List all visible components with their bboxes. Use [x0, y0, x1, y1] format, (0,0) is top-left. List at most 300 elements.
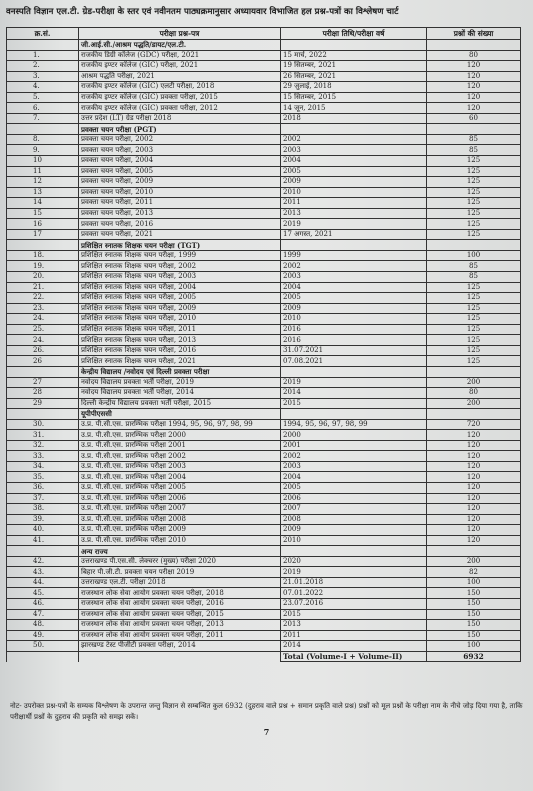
table-row — [7, 345, 521, 356]
count-cell: 120 — [427, 504, 521, 515]
serial-cell: 18. — [7, 250, 79, 261]
date-cell: 2019 — [281, 377, 427, 388]
paper-cell: प्रशिक्षित स्नातक शिक्षक चयन परीक्षा, 2013 — [79, 335, 281, 346]
serial-cell: 15 — [7, 208, 79, 219]
paper-cell: आश्रम पद्धति परीक्षा, 2021 — [79, 71, 281, 82]
serial-cell: 43. — [7, 567, 79, 578]
paper-cell: उत्तर प्रदेश (LT) ग्रेड परीक्षा 2018 — [79, 113, 281, 124]
serial-cell: 32. — [7, 440, 79, 451]
paper-cell: प्रशिक्षित स्नातक शिक्षक चयन परीक्षा, 2005 — [79, 293, 281, 304]
date-cell: 2014 — [281, 388, 427, 399]
table-row — [7, 229, 521, 240]
paper-cell: राजस्थान लोक सेवा आयोग प्रवक्ता चयन परीक्षा, 2013 — [79, 620, 281, 631]
paper-cell: उ.प्र. पी.सी.एस. प्रारम्भिक परीक्षा 1994, 95, 96, 97, 98, 99 — [79, 419, 281, 430]
serial-cell: 50. — [7, 641, 79, 652]
table-row — [7, 430, 521, 441]
paper-cell: उ.प्र. पी.सी.एस. प्रारम्भिक परीक्षा 2000 — [79, 430, 281, 441]
paper-cell: राजस्थान लोक सेवा आयोग प्रवक्ता चयन परीक्षा, 2015 — [79, 609, 281, 620]
date-cell: 2011 — [281, 198, 427, 209]
paper-cell: प्रशिक्षित स्नातक शिक्षक चयन परीक्षा, 2010 — [79, 314, 281, 325]
count-cell: 125 — [427, 335, 521, 346]
date-cell: 2003 — [281, 272, 427, 283]
table-row — [7, 71, 521, 82]
date-cell: 2010 — [281, 187, 427, 198]
table-row — [7, 419, 521, 430]
paper-cell: बिहार पी.जी.टी. प्रवक्ता चयन परीक्षा 2019 — [79, 567, 281, 578]
serial-cell: 24. — [7, 335, 79, 346]
paper-cell: प्रवक्ता चयन परीक्षा, 2021 — [79, 229, 281, 240]
paper-cell: प्रवक्ता चयन परीक्षा, 2002 — [79, 134, 281, 145]
date-cell: 2003 — [281, 461, 427, 472]
total-blank-cell — [7, 651, 79, 662]
page-title: वनस्पति विज्ञान एल.टी. ग्रेड-परीक्षा के स्तर एवं नवीनतम पाठ्यक्रमानुसार अध्यायवार विभाजित हल प्रश्न-पत्रों का विश्लेषण चार्ट — [6, 7, 399, 17]
count-cell: 125 — [427, 314, 521, 325]
table-row — [7, 166, 521, 177]
paper-cell: उ.प्र. पी.सी.एस. प्रारम्भिक परीक्षा 2005 — [79, 482, 281, 493]
date-cell: 2002 — [281, 261, 427, 272]
serial-cell: 1. — [7, 50, 79, 61]
section-heading-row — [7, 546, 521, 557]
serial-cell: 12 — [7, 177, 79, 188]
serial-cell: 49. — [7, 630, 79, 641]
date-cell: 07.01.2022 — [281, 588, 427, 599]
paper-cell: उ.प्र. पी.सी.एस. प्रारम्भिक परीक्षा 2006 — [79, 493, 281, 504]
table-body — [7, 40, 521, 662]
date-cell: 2002 — [281, 134, 427, 145]
section-count-cell — [427, 124, 521, 135]
section-heading-row — [7, 124, 521, 135]
count-cell: 200 — [427, 377, 521, 388]
count-cell: 82 — [427, 567, 521, 578]
paper-cell: प्रवक्ता चयन परीक्षा, 2016 — [79, 219, 281, 230]
serial-cell: 21. — [7, 282, 79, 293]
paper-cell: प्रशिक्षित स्नातक शिक्षक चयन परीक्षा, 2011 — [79, 324, 281, 335]
paper-cell: राजस्थान लोक सेवा आयोग प्रवक्ता चयन परीक्षा, 2016 — [79, 598, 281, 609]
table-row — [7, 103, 521, 114]
section-serial-cell — [7, 124, 79, 135]
count-cell: 125 — [427, 156, 521, 167]
table-header-row — [7, 28, 521, 40]
serial-cell: 26 — [7, 356, 79, 367]
table-row — [7, 356, 521, 367]
header-serial: क्र.सं. — [7, 28, 79, 40]
section-heading: यूपीपीएससी — [79, 409, 281, 420]
section-serial-cell — [7, 409, 79, 420]
count-cell: 85 — [427, 272, 521, 283]
serial-cell: 25. — [7, 324, 79, 335]
serial-cell: 8. — [7, 134, 79, 145]
paper-cell: नवोदय विद्यालय प्रवक्ता भर्ती परीक्षा, 2019 — [79, 377, 281, 388]
paper-cell: उ.प्र. पी.सी.एस. प्रारम्भिक परीक्षा 2002 — [79, 451, 281, 462]
count-cell: 125 — [427, 303, 521, 314]
table-row — [7, 493, 521, 504]
date-cell: 2005 — [281, 293, 427, 304]
serial-cell: 31. — [7, 430, 79, 441]
paper-cell: प्रशिक्षित स्नातक शिक्षक चयन परीक्षा, 2009 — [79, 303, 281, 314]
table-row — [7, 82, 521, 93]
table-row — [7, 250, 521, 261]
paper-cell: उ.प्र. पी.सी.एस. प्रारम्भिक परीक्षा 2009 — [79, 525, 281, 536]
section-count-cell — [427, 40, 521, 51]
serial-cell: 27 — [7, 377, 79, 388]
table-row — [7, 324, 521, 335]
table-row — [7, 472, 521, 483]
serial-cell: 36. — [7, 482, 79, 493]
section-serial-cell — [7, 546, 79, 557]
date-cell: 2009 — [281, 525, 427, 536]
table-row — [7, 293, 521, 304]
total-value: 6932 — [427, 651, 521, 662]
paper-cell: झारखण्ड टेस्ट पीजीटी प्रवक्ता परीक्षा, 2014 — [79, 641, 281, 652]
table-row — [7, 567, 521, 578]
date-cell: 1999 — [281, 250, 427, 261]
section-date-cell — [281, 409, 427, 420]
count-cell: 125 — [427, 345, 521, 356]
serial-cell: 30. — [7, 419, 79, 430]
serial-cell: 11 — [7, 166, 79, 177]
date-cell: 31.07.2021 — [281, 345, 427, 356]
serial-cell: 13 — [7, 187, 79, 198]
count-cell: 720 — [427, 419, 521, 430]
section-date-cell — [281, 124, 427, 135]
serial-cell: 19. — [7, 261, 79, 272]
table-row — [7, 303, 521, 314]
table-row — [7, 514, 521, 525]
section-serial-cell — [7, 240, 79, 251]
table-row — [7, 388, 521, 399]
date-cell: 2002 — [281, 451, 427, 462]
table-row — [7, 314, 521, 325]
date-cell: 2016 — [281, 335, 427, 346]
date-cell: 2007 — [281, 504, 427, 515]
paper-cell: प्रवक्ता चयन परीक्षा, 2003 — [79, 145, 281, 156]
table-row — [7, 535, 521, 546]
date-cell: 2005 — [281, 166, 427, 177]
table-row — [7, 398, 521, 409]
count-cell: 85 — [427, 261, 521, 272]
count-cell: 60 — [427, 113, 521, 124]
header-count: प्रश्नों की संख्या — [427, 28, 521, 40]
section-date-cell — [281, 546, 427, 557]
date-cell: 2018 — [281, 113, 427, 124]
count-cell: 80 — [427, 388, 521, 399]
serial-cell: 7. — [7, 113, 79, 124]
paper-cell: प्रशिक्षित स्नातक शिक्षक चयन परीक्षा, 1999 — [79, 250, 281, 261]
count-cell: 150 — [427, 620, 521, 631]
count-cell: 125 — [427, 187, 521, 198]
table-row — [7, 440, 521, 451]
table-row — [7, 461, 521, 472]
paper-cell: उत्तराखण्ड एल.टी. परीक्षा 2018 — [79, 577, 281, 588]
table-row — [7, 641, 521, 652]
date-cell: 15 सितम्बर, 2015 — [281, 92, 427, 103]
table-row — [7, 208, 521, 219]
serial-cell: 22. — [7, 293, 79, 304]
count-cell: 125 — [427, 356, 521, 367]
serial-cell: 20. — [7, 272, 79, 283]
paper-cell: राजकीय इण्टर कॉलेज (GIC) परीक्षा, 2021 — [79, 61, 281, 72]
total-label: Total (Volume-I + Volume-II) — [281, 651, 427, 662]
analysis-table — [6, 27, 521, 662]
section-heading: प्रवक्ता चयन परीक्षा (PGT) — [79, 124, 281, 135]
serial-cell: 6. — [7, 103, 79, 114]
count-cell: 100 — [427, 641, 521, 652]
paper-cell: राजकीय इण्टर कॉलेज (GIC) प्रवक्ता परीक्षा, 2015 — [79, 92, 281, 103]
date-cell: 2001 — [281, 440, 427, 451]
count-cell: 125 — [427, 324, 521, 335]
section-count-cell — [427, 240, 521, 251]
serial-cell: 40. — [7, 525, 79, 536]
count-cell: 100 — [427, 577, 521, 588]
count-cell: 125 — [427, 198, 521, 209]
count-cell: 150 — [427, 609, 521, 620]
paper-cell: दिल्ली केन्द्रीय विद्यालय प्रवक्ता भर्ती परीक्षा, 2015 — [79, 398, 281, 409]
paper-cell: उ.प्र. पी.सी.एस. प्रारम्भिक परीक्षा 2008 — [79, 514, 281, 525]
serial-cell: 26. — [7, 345, 79, 356]
header-date: परीक्षा तिथि/परीक्षा वर्ष — [281, 28, 427, 40]
table-row — [7, 92, 521, 103]
serial-cell: 33. — [7, 451, 79, 462]
serial-cell: 37. — [7, 493, 79, 504]
count-cell: 120 — [427, 525, 521, 536]
paper-cell: प्रशिक्षित स्नातक शिक्षक चयन परीक्षा, 2004 — [79, 282, 281, 293]
table-row — [7, 556, 521, 567]
table-row — [7, 451, 521, 462]
paper-cell: उ.प्र. पी.सी.एस. प्रारम्भिक परीक्षा 2001 — [79, 440, 281, 451]
section-count-cell — [427, 546, 521, 557]
count-cell: 120 — [427, 71, 521, 82]
count-cell: 150 — [427, 598, 521, 609]
section-heading: केन्द्रीय विद्यालय /नवोदय एवं दिल्ली प्रवक्ता परीक्षा — [79, 366, 281, 377]
count-cell: 120 — [427, 61, 521, 72]
count-cell: 120 — [427, 461, 521, 472]
section-serial-cell — [7, 366, 79, 377]
table-row — [7, 577, 521, 588]
serial-cell: 47. — [7, 609, 79, 620]
count-cell: 85 — [427, 134, 521, 145]
count-cell: 120 — [427, 535, 521, 546]
date-cell: 2010 — [281, 314, 427, 325]
count-cell: 120 — [427, 440, 521, 451]
header-paper: परीक्षा प्रश्न-पत्र — [79, 28, 281, 40]
count-cell: 120 — [427, 103, 521, 114]
section-serial-cell — [7, 40, 79, 51]
table-row — [7, 482, 521, 493]
serial-cell: 48. — [7, 620, 79, 631]
date-cell: 2011 — [281, 630, 427, 641]
count-cell: 120 — [427, 92, 521, 103]
total-row — [7, 651, 521, 662]
section-count-cell — [427, 366, 521, 377]
table-row — [7, 134, 521, 145]
date-cell: 2015 — [281, 609, 427, 620]
serial-cell: 41. — [7, 535, 79, 546]
serial-cell: 24. — [7, 314, 79, 325]
serial-cell: 42. — [7, 556, 79, 567]
date-cell: 2013 — [281, 620, 427, 631]
paper-cell: उ.प्र. पी.सी.एस. प्रारम्भिक परीक्षा 2003 — [79, 461, 281, 472]
serial-cell: 9. — [7, 145, 79, 156]
paper-cell: राजकीय इण्टर कॉलेज (GIC) प्रवक्ता परीक्षा, 2012 — [79, 103, 281, 114]
date-cell: 23.07.2016 — [281, 598, 427, 609]
date-cell: 2005 — [281, 482, 427, 493]
date-cell: 2019 — [281, 219, 427, 230]
serial-cell: 46. — [7, 598, 79, 609]
serial-cell: 10 — [7, 156, 79, 167]
count-cell: 125 — [427, 166, 521, 177]
serial-cell: 28 — [7, 388, 79, 399]
serial-cell: 16 — [7, 219, 79, 230]
table-row — [7, 282, 521, 293]
date-cell: 2000 — [281, 430, 427, 441]
paper-cell: राजस्थान लोक सेवा आयोग प्रवक्ता चयन परीक्षा, 2011 — [79, 630, 281, 641]
count-cell: 125 — [427, 229, 521, 240]
paper-cell: प्रशिक्षित स्नातक शिक्षक चयन परीक्षा, 2021 — [79, 356, 281, 367]
serial-cell: 29 — [7, 398, 79, 409]
count-cell: 120 — [427, 482, 521, 493]
table-row — [7, 609, 521, 620]
date-cell: 07.08.2021 — [281, 356, 427, 367]
serial-cell: 35. — [7, 472, 79, 483]
date-cell: 2015 — [281, 398, 427, 409]
date-cell: 15 मार्च, 2022 — [281, 50, 427, 61]
serial-cell: 4. — [7, 82, 79, 93]
serial-cell: 45. — [7, 588, 79, 599]
table-row — [7, 598, 521, 609]
serial-cell: 38. — [7, 504, 79, 515]
table-row — [7, 525, 521, 536]
date-cell: 2003 — [281, 145, 427, 156]
paper-cell: प्रवक्ता चयन परीक्षा, 2013 — [79, 208, 281, 219]
section-heading: अन्य राज्य — [79, 546, 281, 557]
date-cell: 2016 — [281, 324, 427, 335]
count-cell: 150 — [427, 588, 521, 599]
paper-cell: उत्तराखण्ड पी.एस.सी. लेक्चरर (मुख्य) परीक्षा 2020 — [79, 556, 281, 567]
paper-cell: प्रवक्ता चयन परीक्षा, 2005 — [79, 166, 281, 177]
section-heading: प्रशिक्षित स्नातक शिक्षक चयन परीक्षा (TGT) — [79, 240, 281, 251]
date-cell: 2009 — [281, 303, 427, 314]
count-cell: 125 — [427, 177, 521, 188]
table-row — [7, 198, 521, 209]
footnote: नोट- उपरोक्त प्रश्न-पत्रों के सम्यक विश्लेषण के उपरान्त जन्तु विज्ञान से सम्बन्धित कुल 6932 (दुहराव वाले प्रश्न + समान प्रकृति वाले प्रश्न) प्रश्नों को मूल प्रश्नों के परीक्षा नाम के नीचे जोड़ दिया गया है, ताकि परीक्षार्थी प्रश्नों के दुहराव की प्रकृति को समझ सकें। — [10, 702, 523, 721]
count-cell: 120 — [427, 493, 521, 504]
paper-cell: प्रवक्ता चयन परीक्षा, 2004 — [79, 156, 281, 167]
date-cell: 2004 — [281, 472, 427, 483]
count-cell: 125 — [427, 219, 521, 230]
table-row — [7, 588, 521, 599]
section-heading-row — [7, 366, 521, 377]
serial-cell: 3. — [7, 71, 79, 82]
paper-cell: प्रवक्ता चयन परीक्षा, 2010 — [79, 187, 281, 198]
date-cell: 2019 — [281, 567, 427, 578]
section-date-cell — [281, 40, 427, 51]
date-cell: 2006 — [281, 493, 427, 504]
count-cell: 125 — [427, 208, 521, 219]
section-heading: जी.आई.सी./आश्रम पद्धति/डायट/एल.टी. — [79, 40, 281, 51]
paper-cell: नवोदय विद्यालय प्रवक्ता भर्ती परीक्षा, 2014 — [79, 388, 281, 399]
section-heading-row — [7, 240, 521, 251]
count-cell: 80 — [427, 50, 521, 61]
serial-cell: 44. — [7, 577, 79, 588]
count-cell: 150 — [427, 630, 521, 641]
count-cell: 100 — [427, 250, 521, 261]
table-row — [7, 261, 521, 272]
section-date-cell — [281, 240, 427, 251]
page-number: 7 — [263, 727, 270, 737]
paper-cell: उ.प्र. पी.सी.एस. प्रारम्भिक परीक्षा 2010 — [79, 535, 281, 546]
paper-cell: राजस्थान लोक सेवा आयोग प्रवक्ता चयन परीक्षा, 2018 — [79, 588, 281, 599]
section-heading-row — [7, 409, 521, 420]
count-cell: 120 — [427, 472, 521, 483]
date-cell: 2020 — [281, 556, 427, 567]
date-cell: 17 अगस्त, 2021 — [281, 229, 427, 240]
paper-cell: उ.प्र. पी.सी.एस. प्रारम्भिक परीक्षा 2007 — [79, 504, 281, 515]
date-cell: 1994, 95, 96, 97, 98, 99 — [281, 419, 427, 430]
date-cell: 2009 — [281, 177, 427, 188]
count-cell: 120 — [427, 451, 521, 462]
date-cell: 26 सितम्बर, 2021 — [281, 71, 427, 82]
count-cell: 125 — [427, 293, 521, 304]
section-date-cell — [281, 366, 427, 377]
count-cell: 120 — [427, 430, 521, 441]
count-cell: 120 — [427, 82, 521, 93]
date-cell: 2013 — [281, 208, 427, 219]
table-row — [7, 504, 521, 515]
date-cell: 2014 — [281, 641, 427, 652]
table-row — [7, 272, 521, 283]
table-row — [7, 620, 521, 631]
count-cell: 85 — [427, 145, 521, 156]
paper-cell: राजकीय डिग्री कॉलेज (GDC) परीक्षा, 2021 — [79, 50, 281, 61]
paper-cell: प्रवक्ता चयन परीक्षा, 2011 — [79, 198, 281, 209]
paper-cell: राजकीय इण्टर कॉलेज (GIC) एलटी परीक्षा, 2018 — [79, 82, 281, 93]
date-cell: 2010 — [281, 535, 427, 546]
date-cell: 29 जुलाई, 2018 — [281, 82, 427, 93]
serial-cell: 2. — [7, 61, 79, 72]
date-cell: 2008 — [281, 514, 427, 525]
paper-cell: उ.प्र. पी.सी.एस. प्रारम्भिक परीक्षा 2004 — [79, 472, 281, 483]
paper-cell: प्रशिक्षित स्नातक शिक्षक चयन परीक्षा, 2003 — [79, 272, 281, 283]
paper-cell: प्रशिक्षित स्नातक शिक्षक चयन परीक्षा, 2016 — [79, 345, 281, 356]
count-cell: 125 — [427, 282, 521, 293]
serial-cell: 39. — [7, 514, 79, 525]
paper-cell: प्रवक्ता चयन परीक्षा, 2009 — [79, 177, 281, 188]
date-cell: 14 जून, 2015 — [281, 103, 427, 114]
date-cell: 2004 — [281, 282, 427, 293]
serial-cell: 34. — [7, 461, 79, 472]
table-row — [7, 156, 521, 167]
table-row — [7, 177, 521, 188]
table-row — [7, 113, 521, 124]
paper-cell: प्रशिक्षित स्नातक शिक्षक चयन परीक्षा, 2002 — [79, 261, 281, 272]
table-row — [7, 50, 521, 61]
count-cell: 200 — [427, 398, 521, 409]
table-row — [7, 145, 521, 156]
table-row — [7, 377, 521, 388]
date-cell: 2004 — [281, 156, 427, 167]
total-blank-cell — [79, 651, 281, 662]
table-row — [7, 335, 521, 346]
date-cell: 19 सितम्बर, 2021 — [281, 61, 427, 72]
count-cell: 120 — [427, 514, 521, 525]
section-count-cell — [427, 409, 521, 420]
date-cell: 21.01.2018 — [281, 577, 427, 588]
serial-cell: 17 — [7, 229, 79, 240]
table-row — [7, 61, 521, 72]
table-row — [7, 219, 521, 230]
serial-cell: 23. — [7, 303, 79, 314]
section-heading-row — [7, 40, 521, 51]
